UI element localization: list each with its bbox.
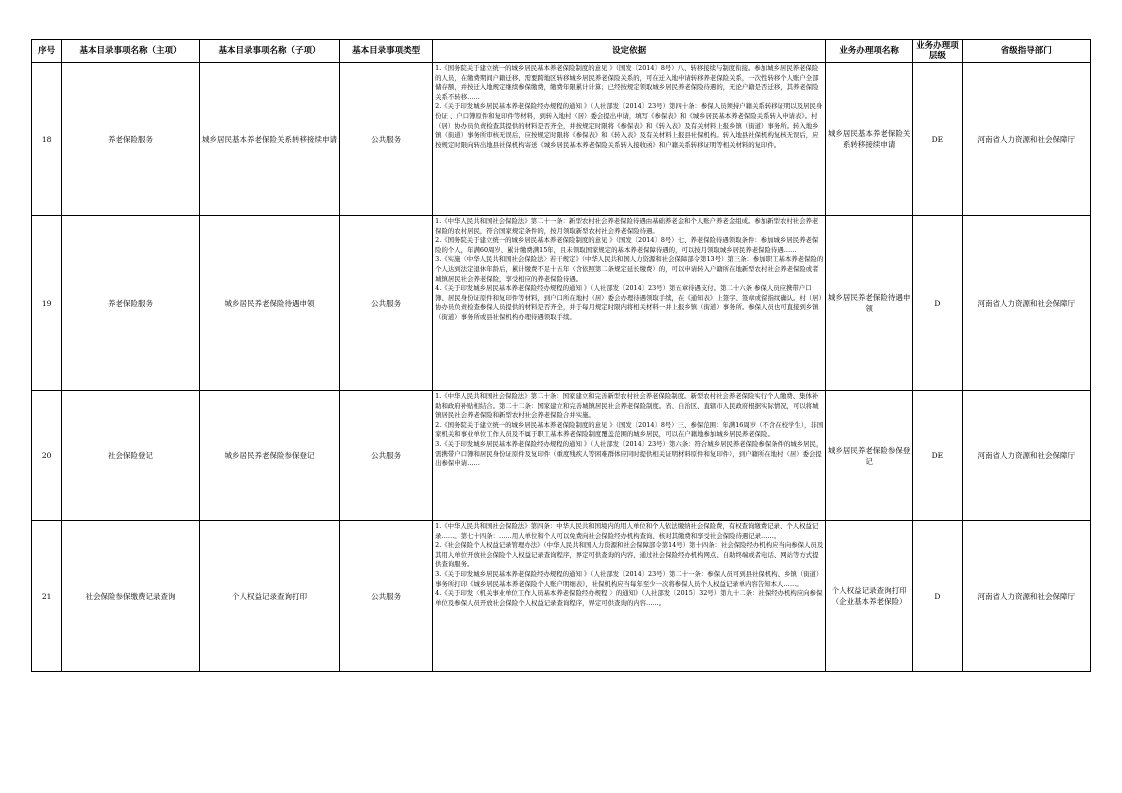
cell-seq: 18 — [32, 63, 62, 216]
cell-basis: 1.《中华人民共和国社会保险法》第二十一条：新型农村社会养老保险待遇由基础养老金和个人账户养老金组成。参加新型农村社会养老保险的农村居民，符合国家规定条件的，按月领取新型农村社会养老保险待遇。 2.《国务院关于建立统一的城乡居民基本养老保险制度的意见 》（国发〔2014〕8号）七、养老保险待遇领取条件：参加城乡居民养老保险的个人，年满60周岁、累计缴费满15年，且未领取国家规定的基本养老保障待遇的，可以按月领取城乡居民养老保险待遇…… 3.《实施〈中华人民共和国社会保险法〉若干规定》（中华人民共和国人力资源和社会保障部令第13号）第三条：参加职工基本养老保险的个人达到法定退休年龄后，累计缴费不足十五年（含依照第二条规定延长缴费）的，可以申请转入户籍所在地新型农村社会养老保险或者城镇居民社会养老保险，享受相应的养老保险待遇。 4.《关于印发城乡居民基本养老保险经办规程的通知 》（人社部发〔2014〕23号）第五章待遇支付。第二十六条 参保人员应携带户口簿、居民身份证原件和复印件等材料，到户口所在地村（居）委会办理待遇领取手续，在《通知表》上签字、签章或留指纹确认。村（居）协办员负责检查参保人员提供的材料是否齐全，并于每月规定时限内将相关材料一并上报乡镇（街道）事务所。参保人员也可直接到乡镇（街道）事务所或县社保机构办理待遇领取手续。 — [433, 216, 826, 391]
cell-main-item: 养老保险服务 — [62, 63, 199, 216]
header-item-type: 基本目录事项类型 — [340, 40, 433, 63]
cell-level: DE — [913, 63, 963, 216]
cell-service-name: 城乡居民养老保险参保登记 — [826, 391, 913, 521]
cell-dept: 河南省人力资源和社会保障厅 — [962, 63, 1090, 216]
service-catalog-table — [31, 39, 1091, 672]
header-main-item: 基本目录事项名称（主项） — [62, 40, 199, 63]
cell-main-item: 养老保险服务 — [62, 216, 199, 391]
cell-item-type: 公共服务 — [340, 216, 433, 391]
cell-main-item: 社会保险登记 — [62, 391, 199, 521]
header-level: 业务办理项层级 — [913, 40, 963, 63]
cell-dept: 河南省人力资源和社会保障厅 — [962, 391, 1090, 521]
header-basis: 设定依据 — [433, 40, 826, 63]
cell-level: D — [913, 521, 963, 672]
cell-item-type: 公共服务 — [340, 63, 433, 216]
cell-level: D — [913, 216, 963, 391]
cell-service-name: 个人权益记录查询打印（企业基本养老保险） — [826, 521, 913, 672]
cell-item-type: 公共服务 — [340, 521, 433, 672]
table-row — [32, 63, 1091, 216]
header-seq: 序号 — [32, 40, 62, 63]
header-service-name: 业务办理项名称 — [826, 40, 913, 63]
cell-sub-item: 城乡居民基本养老保险关系转移接续申请 — [199, 63, 339, 216]
cell-sub-item: 城乡居民养老保险参保登记 — [199, 391, 339, 521]
cell-item-type: 公共服务 — [340, 391, 433, 521]
table-row — [32, 216, 1091, 391]
cell-basis: 1.《中华人民共和国社会保险法》第四条：中华人民共和国境内的用人单位和个人依法缴纳社会保险费，有权查询缴费记录、个人权益记录……。第七十四条：……用人单位和个人可以免费向社会保险经办机构查询、核对其缴费和享受社会保险待遇记录……。 2.《社会保险个人权益记录管理办法》（中华人民共和国人力资源和社会保障部令第14号）第十四条：社会保险经办机构应当向参保人员及其用人单位开放社会保险个人权益记录查询程序，界定可供查询的内容，通过社会保险经办机构网点、自助终端或者电话、网站等方式提供查询服务。 3.《关于印发城乡居民基本养老保险经办规程的通知 》（人社部发〔2014〕23号）第二十一条：参保人员可到县社保机构、乡镇（街道）事务所打印《城乡居民基本养老保险个人账户明细表》，社保机构应当每年至少一次将参保人员个人权益记录单内容告知本人……。 4.《关于印发〈机关事业单位工作人员基本养老保险经办规程 〉的通知》（人社部发〔2015〕32号）第九十二条：社保经办机构应向参保单位及参保人员开放社会保险个人权益记录查询程序，界定可供查询的内容……。 — [433, 521, 826, 672]
cell-dept: 河南省人力资源和社会保障厅 — [962, 216, 1090, 391]
cell-sub-item: 城乡居民养老保险待遇申领 — [199, 216, 339, 391]
header-sub-item: 基本目录事项名称（子项） — [199, 40, 339, 63]
cell-seq: 21 — [32, 521, 62, 672]
cell-service-name: 城乡居民养老保险待遇申领 — [826, 216, 913, 391]
cell-basis: 1.《中华人民共和国社会保险法》第二十条：国家建立和完善新型农村社会养老保险制度。新型农村社会养老保险实行个人缴费、集体补助和政府补贴相结合。第二十二条：国家建立和完善城镇居民社会养老保险制度。省、自治区、直辖市人民政府根据实际情况，可以将城镇居民社会养老保险和新型农村社会养老保险合并实施。 2.《国务院关于建立统一的城乡居民基本养老保险制度的意见 》（国发〔2014〕8号）三、参保范围：年满16周岁（不含在校学生），非国家机关和事业单位工作人员及不属于职工基本养老保险制度覆盖范围的城乡居民，可以在户籍地参加城乡居民养老保险。 3.《关于印发城乡居民基本养老保险经办规程的通知 》（人社部发〔2014〕23号）第六条：符合城乡居民养老保险参保条件的城乡居民，需携带户口簿和居民身份证原件及复印件（重度残疾人等困难群体应同时提供相关证明材料原件和复印件），到户籍所在地村（居）委会提出参保申请…… — [433, 391, 826, 521]
header-dept: 省级指导部门 — [962, 40, 1090, 63]
cell-main-item: 社会保险参保缴费记录查询 — [62, 521, 199, 672]
table-header — [32, 40, 1091, 63]
cell-level: DE — [913, 391, 963, 521]
cell-basis: 1.《国务院关于建立统一的城乡居民基本养老保险制度的意见 》（国发〔2014〕8号）八、转移接续与制度衔接。参加城乡居民养老保险的人员，在缴费期间户籍迁移、需要跨地区转移城乡居民养老保险关系的，可在迁入地申请转移养老保险关系，一次性转移个人账户全部储存额，并按迁入地规定继续参保缴费，缴费年限累计计算；已经按规定领取城乡居民养老保险待遇的，无论户籍是否迁移，其养老保险关系不转移…… 2.《关于印发城乡居民基本养老保险经办规程的通知 》（人社部发〔2014〕23号）第四十条：参保人员须持户籍关系转移证明以及居民身份证 、户口簿原件和复印件等材料，到转入地村（居）委会提出申请，填写《参保表》和《城乡居民基本养老保险关系转入申请表》。村（居）协办员负责检查其提供的材料是否齐全，并按规定时限将《参保表》和《转入表》及有关材料上报乡镇（街道）事务所。转入地乡镇（街道）事务所审核无误后，应按规定时限将《参保表》和《转入表》及有关材料上报县社保机构。转入地县社保机构复核无误后，应按规定时限向转出地县社保机构寄送《城乡居民基本养老保险关系转入接收函》和户籍关系转移证明等相关材料的复印件。 — [433, 63, 826, 216]
cell-sub-item: 个人权益记录查询打印 — [199, 521, 339, 672]
cell-dept: 河南省人力资源和社会保障厅 — [962, 521, 1090, 672]
cell-service-name: 城乡居民基本养老保险关系转移接续申请 — [826, 63, 913, 216]
cell-seq: 20 — [32, 391, 62, 521]
table-row — [32, 521, 1091, 672]
table-row — [32, 391, 1091, 521]
cell-seq: 19 — [32, 216, 62, 391]
